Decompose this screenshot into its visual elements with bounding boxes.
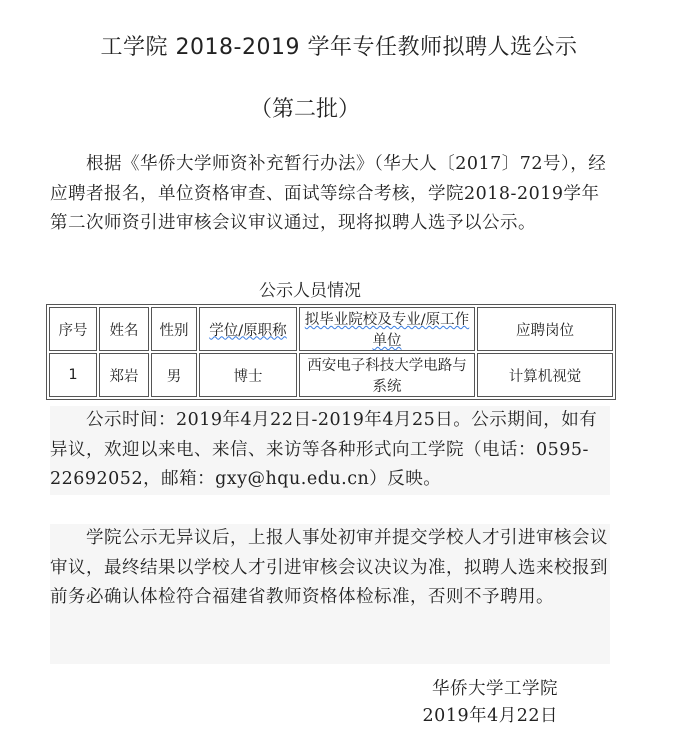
table-cell: 郑岩 (99, 353, 149, 397)
signature-date: 2019年4月22日 (422, 706, 558, 726)
table-cell: 博士 (199, 353, 297, 397)
table-cell: 男 (151, 353, 197, 397)
header-cell: 性别 (151, 307, 197, 351)
candidate-table (46, 304, 616, 400)
header-cell: 应聘岗位 (477, 307, 613, 351)
header-cell: 学位/原职称 (199, 307, 297, 351)
notice-period-paragraph: 公示时间：2019年4月22日-2019年4月25日。公示期间，如有异议，欢迎以来电、来信、来访等各种形式向工学院（电话：0595-22692052，邮箱：gxy@hqu.edu.cn）反映。 (50, 406, 610, 495)
table-cell: 西安电子科技大学电路与系统 (299, 353, 475, 397)
table-header-row (49, 307, 613, 351)
signature-organization: 华侨大学工学院 (432, 679, 558, 699)
header-cell: 姓名 (99, 307, 149, 351)
table-cell: 1 (49, 353, 97, 397)
table-cell: 计算机视觉 (477, 353, 613, 397)
page-subtitle: （第二批） (250, 97, 361, 122)
header-cell: 序号 (49, 307, 97, 351)
follow-up-paragraph: 学院公示无异议后，上报人事处初审并提交学校人才引进审核会议审议，最终结果以学校人才引进审核会议决议为准，拟聘人选来校报到前务必确认体检符合福建省教师资格体检标准，否则不予聘用。 (50, 524, 610, 664)
table-row (49, 353, 613, 397)
table-title: 公示人员情况 (259, 281, 361, 301)
header-cell: 拟毕业院校及专业/原工作单位 (299, 307, 475, 351)
page-title: 工学院 2018-2019 学年专任教师拟聘人选公示 (100, 35, 578, 60)
intro-paragraph: 根据《华侨大学师资补充暂行办法》（华大人〔2017〕72号），经应聘者报名，单位资格审查、面试等综合考核，学院2018-2019学年第二次师资引进审核会议审议通过，现将拟聘人选予以公示。 (50, 154, 607, 233)
